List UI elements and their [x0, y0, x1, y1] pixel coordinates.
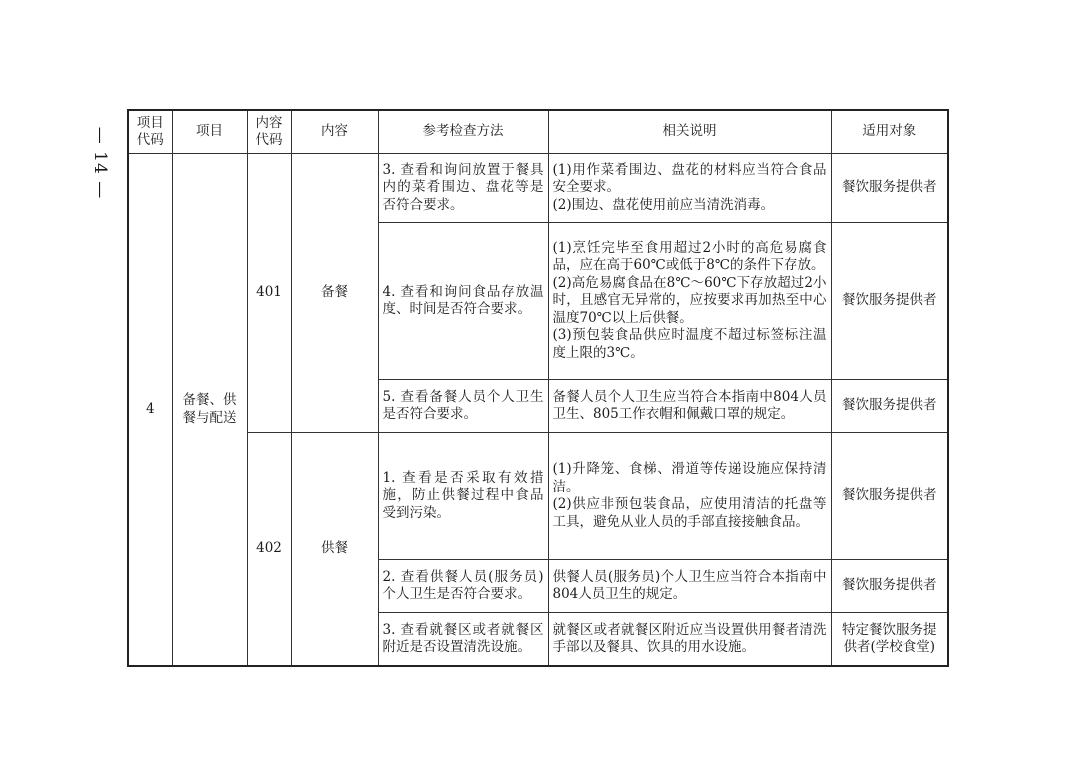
- method-cell: 1. 查看是否采取有效措施，防止供餐过程中食品受到污染。: [378, 433, 548, 560]
- page-number: [80, 126, 120, 200]
- table-row: [128, 433, 948, 560]
- note-cell: 就餐区或者就餐区附近应当设置供用餐者清洗手部以及餐具、饮具的用水设施。: [548, 613, 831, 667]
- target-cell: 餐饮服务提供者: [831, 380, 948, 433]
- target-cell: 餐饮服务提供者: [831, 154, 948, 223]
- table-row: [128, 154, 948, 223]
- note-cell: 供餐人员(服务员)个人卫生应当符合本指南中804人员卫生的规定。: [548, 560, 831, 613]
- header-item: 项目: [172, 110, 247, 154]
- target-cell: 餐饮服务提供者: [831, 223, 948, 380]
- inspection-table: [127, 109, 949, 667]
- header-target: 适用对象: [831, 110, 948, 154]
- method-cell: 4. 查看和询问食品存放温度、时间是否符合要求。: [378, 223, 548, 380]
- target-cell: 餐饮服务提供者: [831, 433, 948, 560]
- header-content-code: 内容 代码: [247, 110, 291, 154]
- method-cell: 3. 查看和询问放置于餐具内的菜肴围边、盘花等是否符合要求。: [378, 154, 548, 223]
- content-code-cell: 401: [247, 154, 291, 433]
- note-cell: 备餐人员个人卫生应当符合本指南中804人员卫生、805工作衣帽和佩戴口罩的规定。: [548, 380, 831, 433]
- method-cell: 5. 查看备餐人员个人卫生是否符合要求。: [378, 380, 548, 433]
- header-method: 参考检查方法: [378, 110, 548, 154]
- header-content: 内容: [291, 110, 378, 154]
- content-cell: 备餐: [291, 154, 378, 433]
- item-code-cell: 4: [128, 154, 172, 667]
- target-cell: 特定餐饮服务提供者(学校食堂): [831, 613, 948, 667]
- header-row: [128, 110, 948, 154]
- header-item-code: 项目 代码: [128, 110, 172, 154]
- method-cell: 3. 查看就餐区或者就餐区附近是否设置清洗设施。: [378, 613, 548, 667]
- note-cell: (1)升降笼、食梯、滑道等传递设施应保持清洁。 (2)供应非预包装食品，应使用清洁的托盘等工具，避免从业人员的手部直接接触食品。: [548, 433, 831, 560]
- target-cell: 餐饮服务提供者: [831, 560, 948, 613]
- note-cell: (1)烹饪完毕至食用超过2小时的高危易腐食品，应在高于60℃或低于8℃的条件下存放。 (2)高危易腐食品在8℃～60℃下存放超过2小时，且感官无异常的，应按要求再加热至中心温度70℃以上后供餐。 (3)预包装食品供应时温度不超过标签标注温度上限的3℃。: [548, 223, 831, 380]
- header-note: 相关说明: [548, 110, 831, 154]
- item-name-cell: 备餐、供 餐与配送: [172, 154, 247, 667]
- page-number-text: — 14 —: [90, 126, 111, 200]
- content-code-cell: 402: [247, 433, 291, 667]
- note-cell: (1)用作菜肴围边、盘花的材料应当符合食品安全要求。 (2)围边、盘花使用前应当清洗消毒。: [548, 154, 831, 223]
- method-cell: 2. 查看供餐人员(服务员)个人卫生是否符合要求。: [378, 560, 548, 613]
- content-cell: 供餐: [291, 433, 378, 667]
